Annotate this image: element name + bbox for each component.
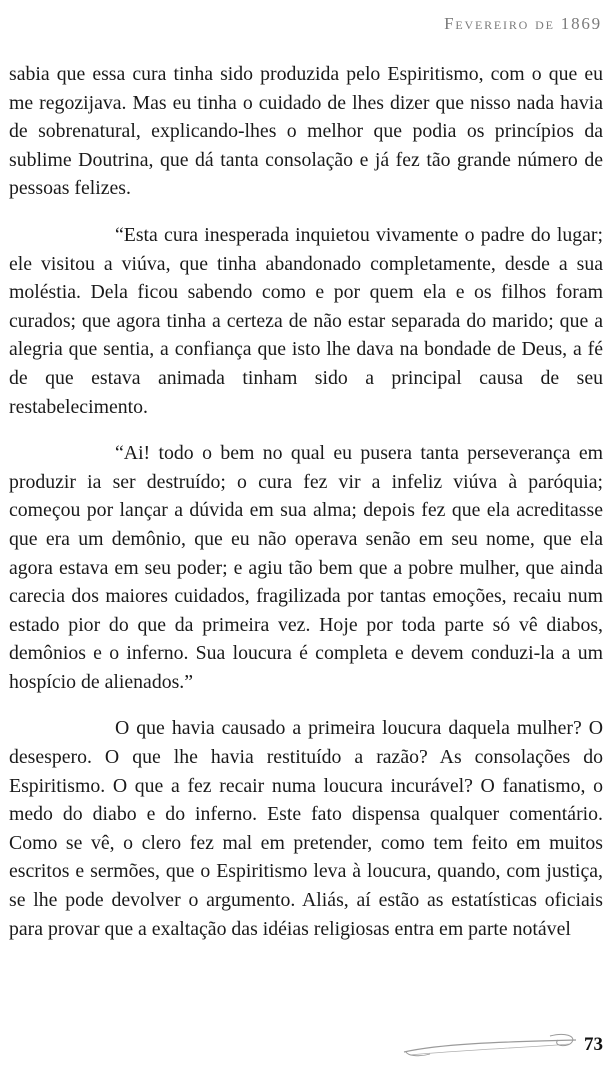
paragraph-1: sabia que essa cura tinha sido produzida pelo Espiritismo, com o que eu me regozijava. Mas eu tinha o cuidado de lhes dizer que nisso nada havia de sobrenatural, explicando-lhes o melhor que podia os princípios da sublime Doutrina, que dá tanta consolação e já fez tão grande número de pessoas felizes. — [9, 63, 603, 200]
paragraph-3: “Ai! todo o bem no qual eu pusera tanta perseverança em produzir ia ser destruído; o cura fez vir a infeliz viúva à paróquia; começou por lançar a dúvida em sua alma; depois fez que ela acreditasse que era um demônio, que eu não operava senão em seu nome, que ela agora estava em seu poder; e agiu tão bem que a pobre mulher, que ainda carecia dos maiores cuidados, fragilizada por tantas emoções, recaiu num estado pior do que da primeira vez. Hoje por toda parte só vê diabos, demônios e o inferno. Sua loucura é completa e devem conduzi-la a um hospício de alienados.” — [9, 442, 603, 693]
running-header: Fevereiro de 1869 — [444, 14, 602, 33]
page-body — [9, 60, 603, 943]
flourish-ornament-icon — [400, 1030, 580, 1060]
page-number: 73 — [584, 1034, 603, 1055]
paragraph-4: O que havia causado a primeira loucura daquela mulher? O desespero. O que lhe havia restituído a razão? As consolações do Espiritismo. O que a fez recair numa loucura incurável? O fanatismo, o medo do diabo e do inferno. Este fato dispensa qualquer comentário. Como se vê, o clero fez mal em pretender, como tem feito em muitos escritos e sermões, que o Espiritismo leva à loucura, quando, com justiça, se lhe pode devolver o argumento. Aliás, aí estão as estatísticas oficiais para provar que a exaltação das idéias religiosas entra em parte notável — [9, 717, 603, 940]
paragraph-2: “Esta cura inesperada inquietou vivamente o padre do lugar; ele visitou a viúva, que tinha abandonado completamente, desde a sua moléstia. Dela ficou sabendo como e por quem ela e os filhos foram curados; que agora tinha a certeza de não estar separada do marido; que a alegria que sentia, a confiança que isto lhe dava na bondade de Deus, a fé de que estava animada tinham sido a principal causa de seu restabelecimento. — [9, 223, 603, 418]
